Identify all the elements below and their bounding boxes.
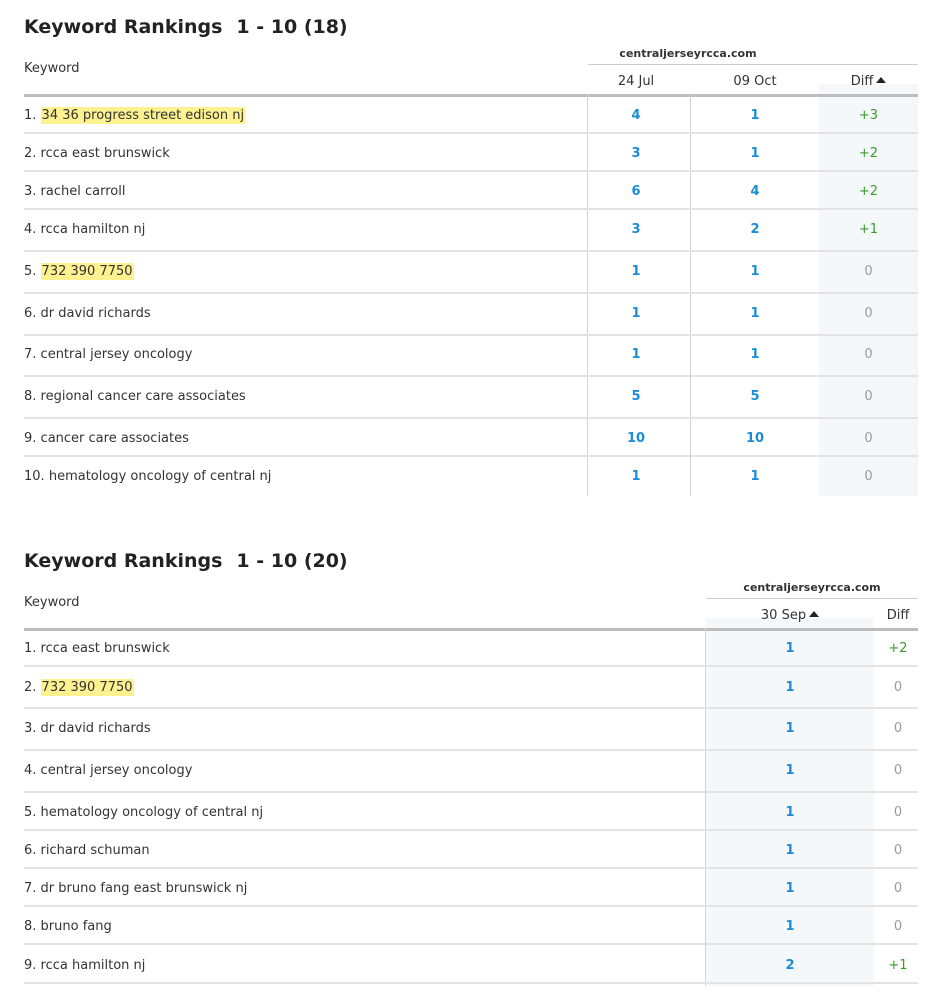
table-title	[24, 14, 348, 40]
keyword-column-header[interactable]: Keyword	[24, 61, 80, 76]
rank-value[interactable]: 1	[785, 680, 795, 695]
row-divider	[24, 982, 918, 984]
rank-value[interactable]: 1	[750, 146, 760, 161]
keyword-row-label	[24, 641, 170, 656]
rank-value[interactable]: 1	[631, 347, 641, 362]
diff-value: 0	[893, 721, 903, 736]
keyword-text[interactable]: dr bruno fang east brunswick nj	[40, 881, 248, 896]
diff-value: +1	[858, 222, 879, 237]
column-header-date-2[interactable]: 09 Oct	[733, 74, 777, 89]
diff-value: 0	[864, 389, 873, 404]
keyword-text[interactable]: rcca hamilton nj	[40, 222, 146, 237]
row-number: 7.	[24, 881, 37, 896]
rank-value[interactable]: 5	[750, 389, 760, 404]
keyword-row-label	[24, 958, 145, 973]
keyword-row-label	[24, 108, 245, 123]
row-divider	[24, 665, 918, 667]
rank-value[interactable]: 1	[631, 264, 641, 279]
row-divider	[24, 375, 918, 377]
keyword-row-label	[24, 431, 189, 446]
diff-value: 0	[864, 306, 873, 321]
rank-value[interactable]: 1	[750, 469, 760, 484]
keyword-row-label	[24, 222, 145, 237]
keyword-rankings-table-1	[24, 14, 918, 496]
rank-value[interactable]: 3	[631, 146, 641, 161]
keyword-column-header[interactable]: Keyword	[24, 595, 80, 610]
row-number: 4.	[24, 222, 37, 237]
table-title	[24, 548, 348, 574]
diff-value: +2	[858, 146, 879, 161]
rank-value[interactable]: 1	[785, 721, 795, 736]
row-number: 2.	[24, 146, 37, 161]
row-number: 6.	[24, 306, 37, 321]
keyword-row-label	[24, 347, 192, 362]
column-header-date-1[interactable]	[706, 608, 874, 623]
diff-value: +3	[858, 108, 879, 123]
diff-value: 0	[864, 347, 873, 362]
row-number: 8.	[24, 919, 37, 934]
rank-value[interactable]: 2	[785, 958, 795, 973]
row-number: 5.	[24, 805, 37, 820]
row-divider	[24, 132, 918, 134]
row-number: 10.	[24, 469, 45, 484]
row-number: 5.	[24, 264, 37, 279]
keyword-row-label	[24, 881, 247, 896]
rank-value[interactable]: 1	[631, 306, 641, 321]
row-number: 2.	[24, 680, 37, 695]
keyword-row-label	[24, 469, 271, 484]
keyword-row-label	[24, 184, 125, 199]
sort-ascending-icon	[809, 611, 819, 617]
keyword-text[interactable]: cancer care associates	[40, 431, 189, 446]
title-range: 1 - 10 (20)	[236, 550, 348, 572]
domain-label: centraljerseyrcca.com	[619, 47, 757, 60]
row-divider	[24, 417, 918, 419]
row-number: 8.	[24, 389, 37, 404]
diff-value: 0	[864, 431, 873, 446]
keyword-rankings-table-2	[24, 548, 918, 988]
rank-value[interactable]: 1	[750, 347, 760, 362]
diff-value: +1	[888, 958, 908, 973]
diff-value: 0	[893, 763, 903, 778]
rank-value[interactable]: 1	[785, 805, 795, 820]
row-number: 7.	[24, 347, 37, 362]
keyword-row-label	[24, 721, 151, 736]
column-header-date-1[interactable]: 24 Jul	[617, 74, 655, 89]
keyword-row-label	[24, 843, 150, 858]
row-divider	[24, 943, 918, 945]
header-divider	[24, 628, 918, 631]
row-number: 1.	[24, 641, 37, 656]
column-header-diff[interactable]	[819, 74, 918, 89]
rank-value[interactable]: 1	[785, 919, 795, 934]
keyword-text[interactable]: richard schuman	[40, 843, 150, 858]
rank-value[interactable]: 3	[631, 222, 641, 237]
rank-value[interactable]: 1	[750, 306, 760, 321]
keyword-text[interactable]: bruno fang	[40, 919, 112, 934]
keyword-text[interactable]: hematology oncology of central nj	[48, 469, 272, 484]
keyword-text[interactable]: hematology oncology of central nj	[40, 805, 264, 820]
rank-value[interactable]: 4	[750, 184, 760, 199]
row-divider	[24, 867, 918, 869]
row-number: 3.	[24, 721, 37, 736]
row-divider	[24, 829, 918, 831]
keyword-row-label	[24, 805, 263, 820]
diff-value: 0	[893, 805, 903, 820]
keyword-text[interactable]: 34 36 progress street edison nj	[41, 108, 245, 123]
row-number: 9.	[24, 958, 37, 973]
keyword-text[interactable]: rcca hamilton nj	[40, 958, 146, 973]
rank-value[interactable]: 10	[745, 431, 765, 446]
keyword-row-label	[24, 264, 134, 279]
rank-value[interactable]: 1	[785, 881, 795, 896]
domain-label: centraljerseyrcca.com	[743, 581, 881, 594]
rank-value[interactable]: 6	[631, 184, 641, 199]
diff-value: 0	[864, 264, 873, 279]
keyword-row-label	[24, 146, 170, 161]
diff-value: +2	[888, 641, 908, 656]
domain-underline	[588, 64, 918, 65]
row-divider	[24, 905, 918, 907]
title-text: Keyword Rankings	[24, 16, 223, 38]
row-divider	[24, 791, 918, 793]
title-text: Keyword Rankings	[24, 550, 223, 572]
row-divider	[24, 334, 918, 336]
domain-underline	[706, 598, 918, 599]
row-divider	[24, 749, 918, 751]
keyword-row-label	[24, 389, 246, 404]
keyword-text[interactable]: central jersey oncology	[40, 347, 193, 362]
keyword-row-label	[24, 919, 112, 934]
keyword-text[interactable]: 732 390 7750	[41, 680, 133, 695]
keyword-text[interactable]: rcca east brunswick	[40, 641, 170, 656]
diff-header-label: Diff	[850, 74, 874, 89]
rank-value[interactable]: 1	[785, 763, 795, 778]
keyword-row-label	[24, 680, 134, 695]
keyword-row-label	[24, 306, 151, 321]
diff-value: 0	[893, 881, 903, 896]
column-header-diff[interactable]: Diff	[886, 608, 910, 623]
rank-value[interactable]: 4	[631, 108, 641, 123]
row-number: 6.	[24, 843, 37, 858]
rank-value[interactable]: 1	[631, 469, 641, 484]
rank-value[interactable]: 1	[750, 108, 760, 123]
keyword-text[interactable]: rcca east brunswick	[40, 146, 170, 161]
keyword-text[interactable]: dr david richards	[40, 721, 151, 736]
row-divider	[24, 707, 918, 709]
diff-value: 0	[893, 680, 903, 695]
title-range: 1 - 10 (18)	[236, 16, 348, 38]
row-divider	[24, 250, 918, 252]
row-divider	[24, 170, 918, 172]
sort-ascending-icon	[876, 77, 886, 83]
header-divider	[24, 94, 918, 97]
rank-value[interactable]: 5	[631, 389, 641, 404]
row-number: 1.	[24, 108, 37, 123]
row-divider	[24, 292, 918, 294]
row-number: 9.	[24, 431, 37, 446]
keyword-text[interactable]: 732 390 7750	[41, 264, 133, 279]
row-number: 3.	[24, 184, 37, 199]
keyword-text[interactable]: dr david richards	[40, 306, 151, 321]
keyword-text[interactable]: central jersey oncology	[40, 763, 193, 778]
diff-value: 0	[893, 919, 903, 934]
row-divider	[24, 455, 918, 457]
keyword-text[interactable]: regional cancer care associates	[40, 389, 246, 404]
date-header-label: 30 Sep	[760, 608, 807, 623]
row-number: 4.	[24, 763, 37, 778]
keyword-text[interactable]: rachel carroll	[40, 184, 126, 199]
rank-value[interactable]: 1	[785, 843, 795, 858]
diff-value: 0	[893, 843, 903, 858]
rank-value[interactable]: 10	[626, 431, 646, 446]
keyword-row-label	[24, 763, 192, 778]
rank-value[interactable]: 2	[750, 222, 760, 237]
diff-value: +2	[858, 184, 879, 199]
diff-value: 0	[864, 469, 873, 484]
rank-value[interactable]: 1	[750, 264, 760, 279]
rank-value[interactable]: 1	[785, 641, 795, 656]
row-divider	[24, 208, 918, 210]
